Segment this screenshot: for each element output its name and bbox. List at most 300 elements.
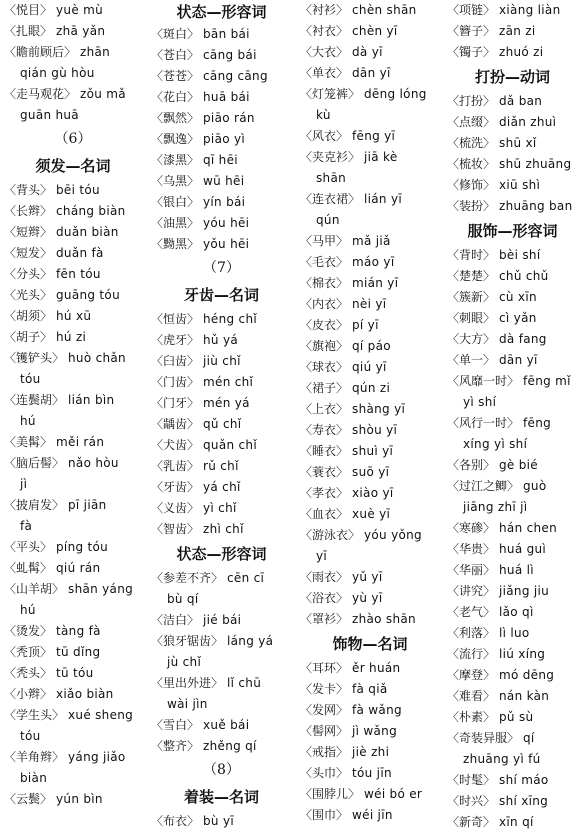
entry-pinyin: zhuāng yì fú xyxy=(463,752,541,766)
entry-pinyin: yáng jiǎo xyxy=(68,750,126,764)
entry-pinyin: hán chen xyxy=(499,521,557,535)
entry-term: 〈装扮〉 xyxy=(447,199,496,213)
entry-term: 〈耳环〉 xyxy=(300,661,349,675)
word-entry xyxy=(447,644,578,665)
word-entry xyxy=(4,306,142,327)
entry-pinyin: yóu hēi xyxy=(203,216,250,230)
entry-pinyin: xiǎo biàn xyxy=(56,687,114,701)
entry-pinyin: guān huā xyxy=(20,108,79,122)
word-entry xyxy=(4,642,142,663)
entry-term: 〈风行一时〉 xyxy=(447,416,520,430)
entry-term: 〈披肩发〉 xyxy=(4,498,65,512)
entry-pinyin: qí páo xyxy=(352,339,391,353)
entry-pinyin: yǒu hēi xyxy=(203,237,250,251)
entry-pinyin: jì xyxy=(20,477,28,491)
word-entry xyxy=(447,413,578,434)
word-entry xyxy=(4,180,142,201)
word-entry xyxy=(300,126,440,147)
entry-pinyin: gè bié xyxy=(499,458,538,472)
entry-pinyin: yī xyxy=(316,549,328,563)
section-number: （8） xyxy=(203,762,240,778)
word-entry xyxy=(447,791,578,812)
pinyin-continuation xyxy=(4,726,142,747)
entry-pinyin: lì luo xyxy=(499,626,530,640)
word-entry xyxy=(4,390,142,411)
word-entry xyxy=(447,21,578,42)
entry-term: 〈时兴〉 xyxy=(447,794,496,808)
entry-pinyin: xiàng liàn xyxy=(499,3,561,17)
entry-term: 〈过江之鲫〉 xyxy=(447,479,520,493)
word-entry xyxy=(4,495,142,516)
entry-term: 〈苍苍〉 xyxy=(151,69,200,83)
word-entry xyxy=(300,588,440,609)
entry-term: 〈飘逸〉 xyxy=(151,132,200,146)
word-entry xyxy=(447,350,578,371)
entry-term: 〈睡衣〉 xyxy=(300,444,349,458)
entry-pinyin: pǔ sù xyxy=(499,710,534,724)
section-heading: 着装—名词 xyxy=(183,788,259,806)
word-entry xyxy=(151,213,292,234)
entry-pinyin: pí yī xyxy=(352,318,379,332)
entry-pinyin: cāng bái xyxy=(203,48,257,62)
entry-pinyin: huā bái xyxy=(203,90,250,104)
entry-term: 〈银白〉 xyxy=(151,195,200,209)
entry-pinyin: qiú rán xyxy=(56,561,101,575)
entry-pinyin: huá lì xyxy=(499,563,534,577)
entry-term: 〈各别〉 xyxy=(447,458,496,472)
entry-pinyin: jù chǐ xyxy=(167,655,202,669)
entry-pinyin: wéi bó er xyxy=(364,787,423,801)
entry-term: 〈小辫〉 xyxy=(4,687,53,701)
word-entry xyxy=(151,477,292,498)
word-entry xyxy=(447,665,578,686)
entry-term: 〈门齿〉 xyxy=(151,375,200,389)
entry-term: 〈瞻前顾后〉 xyxy=(4,45,77,59)
word-entry xyxy=(300,805,440,826)
word-entry xyxy=(447,539,578,560)
entry-pinyin: héng chǐ xyxy=(203,312,257,326)
entry-term: 〈漆黑〉 xyxy=(151,153,200,167)
word-entry xyxy=(4,264,142,285)
entry-term: 〈悦目〉 xyxy=(4,3,53,17)
entry-term: 〈衬衣〉 xyxy=(300,24,349,38)
pinyin-continuation xyxy=(300,105,440,126)
entry-pinyin: qún zi xyxy=(352,381,391,395)
word-entry xyxy=(300,609,440,630)
entry-term: 〈走马观花〉 xyxy=(4,87,77,101)
entry-term: 〈灯笼裤〉 xyxy=(300,87,361,101)
entry-pinyin: qǔ chǐ xyxy=(203,417,242,431)
pinyin-continuation xyxy=(300,210,440,231)
entry-term: 〈皮衣〉 xyxy=(300,318,349,332)
word-entry xyxy=(4,348,142,369)
entry-term: 〈镯子〉 xyxy=(447,45,496,59)
word-entry xyxy=(447,112,578,133)
entry-pinyin: dān yī xyxy=(352,66,391,80)
word-entry xyxy=(447,686,578,707)
entry-pinyin: ěr huán xyxy=(352,661,401,675)
entry-pinyin: dān yī xyxy=(499,353,538,367)
word-entry xyxy=(151,24,292,45)
word-entry xyxy=(4,432,142,453)
entry-pinyin: jiāng zhī jì xyxy=(463,500,528,514)
entry-term: 〈美髯〉 xyxy=(4,435,53,449)
entry-pinyin: wài jìn xyxy=(167,697,208,711)
entry-pinyin: bēi tóu xyxy=(56,183,100,197)
section-heading: 状态—形容词 xyxy=(176,3,267,21)
entry-term: 〈大衣〉 xyxy=(300,45,349,59)
word-entry xyxy=(4,201,142,222)
entry-term: 〈戒指〉 xyxy=(300,745,349,759)
entry-pinyin: shān xyxy=(316,171,347,185)
entry-pinyin: píng tóu xyxy=(56,540,109,554)
entry-term: 〈里出外进〉 xyxy=(151,676,224,690)
word-entry xyxy=(4,705,142,726)
word-entry xyxy=(151,519,292,540)
word-entry xyxy=(151,171,292,192)
word-entry xyxy=(151,673,292,694)
pinyin-continuation xyxy=(447,392,578,413)
entry-term: 〈布衣〉 xyxy=(151,814,200,828)
pinyin-continuation xyxy=(4,105,142,126)
entry-pinyin: zhān xyxy=(80,45,111,59)
word-entry xyxy=(4,21,142,42)
entry-term: 〈寒碜〉 xyxy=(447,521,496,535)
entry-pinyin: zhěng qí xyxy=(203,739,257,753)
entry-pinyin: shū xǐ xyxy=(499,136,537,150)
entry-term: 〈学生头〉 xyxy=(4,708,65,722)
entry-term: 〈老气〉 xyxy=(447,605,496,619)
entry-term: 〈发卡〉 xyxy=(300,682,349,696)
entry-term: 〈大方〉 xyxy=(447,332,496,346)
entry-pinyin: wéi jīn xyxy=(352,808,393,822)
entry-term: 〈风衣〉 xyxy=(300,129,349,143)
entry-term: 〈花白〉 xyxy=(151,90,200,104)
entry-term: 〈头巾〉 xyxy=(300,766,349,780)
entry-pinyin: xuè yī xyxy=(352,507,391,521)
entry-term: 〈风靡一时〉 xyxy=(447,374,520,388)
entry-term: 〈扎眼〉 xyxy=(4,24,53,38)
entry-term: 〈球衣〉 xyxy=(300,360,349,374)
word-entry xyxy=(447,0,578,21)
section-heading: 服饰—形容词 xyxy=(467,222,558,240)
word-entry xyxy=(447,602,578,623)
word-entry xyxy=(447,560,578,581)
word-entry xyxy=(151,568,292,589)
word-entry xyxy=(151,45,292,66)
entry-pinyin: jiù chǐ xyxy=(203,354,241,368)
word-entry xyxy=(300,273,440,294)
entry-pinyin: xué sheng xyxy=(68,708,134,722)
pinyin-continuation xyxy=(4,768,142,789)
entry-term: 〈梳洗〉 xyxy=(447,136,496,150)
entry-pinyin: tū dǐng xyxy=(56,645,101,659)
word-entry xyxy=(4,453,142,474)
word-entry xyxy=(300,21,440,42)
pinyin-continuation xyxy=(4,600,142,621)
entry-pinyin: mén chǐ xyxy=(203,375,254,389)
word-entry xyxy=(4,684,142,705)
entry-pinyin: shòu yī xyxy=(352,423,398,437)
entry-term: 〈长辫〉 xyxy=(4,204,53,218)
word-entry xyxy=(4,84,142,105)
entry-pinyin: wū hēi xyxy=(203,174,245,188)
entry-term: 〈云鬓〉 xyxy=(4,792,53,806)
entry-pinyin: yóu yǒng xyxy=(364,528,422,542)
entry-term: 〈平头〉 xyxy=(4,540,53,554)
word-entry xyxy=(447,581,578,602)
entry-pinyin: cēn cī xyxy=(227,571,265,585)
word-entry xyxy=(300,63,440,84)
entry-pinyin: qiú yī xyxy=(352,360,387,374)
word-entry xyxy=(151,372,292,393)
word-entry xyxy=(151,414,292,435)
entry-term: 〈乳齿〉 xyxy=(151,459,200,473)
word-entry xyxy=(447,770,578,791)
entry-pinyin: bèi shí xyxy=(499,248,541,262)
entry-pinyin: yù yī xyxy=(352,591,383,605)
entry-pinyin: rǔ chǐ xyxy=(203,459,239,473)
entry-term: 〈胡须〉 xyxy=(4,309,53,323)
word-entry xyxy=(151,631,292,652)
entry-pinyin: shí máo xyxy=(499,773,549,787)
word-entry xyxy=(4,222,142,243)
entry-term: 〈髻网〉 xyxy=(300,724,349,738)
word-entry xyxy=(300,420,440,441)
word-entry xyxy=(300,315,440,336)
word-entry xyxy=(151,234,292,255)
word-entry xyxy=(447,623,578,644)
entry-term: 〈牙齿〉 xyxy=(151,480,200,494)
word-entry xyxy=(447,812,578,833)
word-entry xyxy=(300,147,440,168)
entry-pinyin: fà qiǎ xyxy=(352,682,388,696)
word-entry xyxy=(4,537,142,558)
entry-pinyin: máo yī xyxy=(352,255,395,269)
entry-term: 〈单衣〉 xyxy=(300,66,349,80)
entry-pinyin: xīn qí xyxy=(499,815,534,829)
entry-term: 〈簪子〉 xyxy=(447,24,496,38)
entry-pinyin: tàng fà xyxy=(56,624,101,638)
entry-term: 〈胡子〉 xyxy=(4,330,53,344)
column-2 xyxy=(151,0,292,832)
entry-term: 〈狼牙锯齿〉 xyxy=(151,634,224,648)
entry-pinyin: bù qí xyxy=(167,592,199,606)
entry-term: 〈洁白〉 xyxy=(151,613,200,627)
entry-pinyin: dà yī xyxy=(352,45,383,59)
word-entry xyxy=(300,658,440,679)
entry-pinyin: zhuó zi xyxy=(499,45,544,59)
section-number: （6） xyxy=(54,131,92,147)
entry-pinyin: dǎ ban xyxy=(499,94,543,108)
entry-pinyin: cù xīn xyxy=(499,290,537,304)
entry-pinyin: hú xū xyxy=(56,309,92,323)
word-entry xyxy=(300,679,440,700)
pinyin-continuation xyxy=(447,434,578,455)
entry-pinyin: duǎn fà xyxy=(56,246,104,260)
entry-term: 〈门牙〉 xyxy=(151,396,200,410)
entry-term: 〈飘然〉 xyxy=(151,111,200,125)
word-entry xyxy=(300,42,440,63)
entry-pinyin: chèn shān xyxy=(352,3,417,17)
word-entry xyxy=(447,287,578,308)
entry-pinyin: zhì chǐ xyxy=(203,522,244,536)
entry-term: 〈摩登〉 xyxy=(447,668,496,682)
word-entry xyxy=(447,42,578,63)
entry-term: 〈棉衣〉 xyxy=(300,276,349,290)
word-entry xyxy=(300,700,440,721)
word-entry xyxy=(151,610,292,631)
word-entry xyxy=(300,252,440,273)
entry-pinyin: biàn xyxy=(20,771,48,785)
word-entry xyxy=(151,736,292,757)
entry-term: 〈黝黑〉 xyxy=(151,237,200,251)
word-entry xyxy=(300,0,440,21)
entry-term: 〈义齿〉 xyxy=(151,501,200,515)
word-entry xyxy=(447,707,578,728)
entry-term: 〈奇装异服〉 xyxy=(447,731,520,745)
word-entry xyxy=(300,336,440,357)
pinyin-continuation xyxy=(151,652,292,673)
entry-pinyin: suō yī xyxy=(352,465,390,479)
word-entry xyxy=(151,330,292,351)
entry-term: 〈参差不齐〉 xyxy=(151,571,224,585)
entry-pinyin: xuě bái xyxy=(203,718,250,732)
entry-pinyin: mǎ jiǎ xyxy=(352,234,391,248)
word-entry xyxy=(300,763,440,784)
entry-term: 〈利落〉 xyxy=(447,626,496,640)
entry-pinyin: guò xyxy=(523,479,547,493)
entry-term: 〈犬齿〉 xyxy=(151,438,200,452)
entry-term: 〈衬衫〉 xyxy=(300,3,349,17)
word-entry xyxy=(4,789,142,810)
entry-pinyin: hǔ yá xyxy=(203,333,238,347)
entry-term: 〈梳妆〉 xyxy=(447,157,496,171)
word-entry xyxy=(4,663,142,684)
entry-term: 〈智齿〉 xyxy=(151,522,200,536)
pinyin-continuation xyxy=(447,497,578,518)
section-heading: 饰物—名词 xyxy=(332,635,408,653)
word-entry xyxy=(447,455,578,476)
word-entry xyxy=(4,621,142,642)
entry-pinyin: zǒu mǎ xyxy=(80,87,126,101)
entry-term: 〈围巾〉 xyxy=(300,808,349,822)
entry-pinyin: huò chǎn xyxy=(68,351,126,365)
word-entry xyxy=(300,742,440,763)
entry-pinyin: shū zhuāng xyxy=(499,157,572,171)
section-heading: 须发—名词 xyxy=(35,157,111,175)
word-entry xyxy=(447,329,578,350)
entry-pinyin: chǔ chǔ xyxy=(499,269,549,283)
entry-pinyin: mó dēng xyxy=(499,668,555,682)
entry-term: 〈雨衣〉 xyxy=(300,570,349,584)
word-entry xyxy=(151,309,292,330)
column-4 xyxy=(447,0,578,833)
entry-pinyin: shān yáng xyxy=(68,582,134,596)
entry-pinyin: zhuāng ban xyxy=(499,199,573,213)
word-entry xyxy=(151,150,292,171)
word-entry xyxy=(151,87,292,108)
entry-term: 〈秃顶〉 xyxy=(4,645,53,659)
word-entry xyxy=(447,476,578,497)
word-entry xyxy=(151,351,292,372)
word-entry xyxy=(300,504,440,525)
word-entry xyxy=(447,196,578,217)
entry-pinyin: nán kàn xyxy=(499,689,550,703)
entry-pinyin: dà fang xyxy=(499,332,547,346)
entry-term: 〈血衣〉 xyxy=(300,507,349,521)
entry-pinyin: fēng mǐ xyxy=(523,374,571,388)
entry-term: 〈单一〉 xyxy=(447,353,496,367)
entry-pinyin: láng yá xyxy=(227,634,274,648)
entry-term: 〈浴衣〉 xyxy=(300,591,349,605)
entry-pinyin: huá guì xyxy=(499,542,547,556)
entry-term: 〈修饰〉 xyxy=(447,178,496,192)
entry-pinyin: jiè zhi xyxy=(352,745,390,759)
entry-pinyin: quǎn chǐ xyxy=(203,438,257,452)
entry-term: 〈孝衣〉 xyxy=(300,486,349,500)
entry-term: 〈游泳衣〉 xyxy=(300,528,361,542)
entry-term: 〈短发〉 xyxy=(4,246,53,260)
word-entry xyxy=(151,811,292,832)
word-entry xyxy=(300,721,440,742)
word-entry xyxy=(300,189,440,210)
entry-pinyin: fēng xyxy=(523,416,552,430)
entry-term: 〈发网〉 xyxy=(300,703,349,717)
entry-term: 〈雪白〉 xyxy=(151,718,200,732)
word-entry xyxy=(151,435,292,456)
entry-pinyin: guāng tóu xyxy=(56,288,120,302)
word-entry xyxy=(300,378,440,399)
word-entry xyxy=(300,294,440,315)
pinyin-continuation xyxy=(4,63,142,84)
entry-term: 〈上衣〉 xyxy=(300,402,349,416)
section-heading: 牙齿—名词 xyxy=(183,286,259,304)
entry-pinyin: piāo rán xyxy=(203,111,255,125)
entry-pinyin: cāng cāng xyxy=(203,69,268,83)
entry-term: 〈烫发〉 xyxy=(4,624,53,638)
entry-pinyin: hú xyxy=(20,603,36,617)
entry-pinyin: yuè mù xyxy=(56,3,104,17)
entry-term: 〈项链〉 xyxy=(447,3,496,17)
entry-term: 〈整齐〉 xyxy=(151,739,200,753)
entry-pinyin: tóu jīn xyxy=(352,766,392,780)
entry-pinyin: bān bái xyxy=(203,27,250,41)
entry-term: 〈虬髯〉 xyxy=(4,561,53,575)
pinyin-continuation xyxy=(4,369,142,390)
entry-term: 〈裙子〉 xyxy=(300,381,349,395)
entry-pinyin: yì shí xyxy=(463,395,497,409)
pinyin-continuation xyxy=(4,516,142,537)
entry-pinyin: zhào shān xyxy=(352,612,416,626)
entry-pinyin: tóu xyxy=(20,729,41,743)
word-entry xyxy=(151,129,292,150)
entry-pinyin: xiào yī xyxy=(352,486,394,500)
word-entry xyxy=(300,784,440,805)
entry-term: 〈羊角辫〉 xyxy=(4,750,65,764)
entry-term: 〈马甲〉 xyxy=(300,234,349,248)
entry-pinyin: lián bìn xyxy=(68,393,115,407)
entry-pinyin: tóu xyxy=(20,372,41,386)
word-entry xyxy=(300,84,440,105)
word-entry xyxy=(447,728,578,749)
entry-term: 〈秃头〉 xyxy=(4,666,53,680)
entry-term: 〈恒齿〉 xyxy=(151,312,200,326)
entry-pinyin: mián yī xyxy=(352,276,399,290)
entry-pinyin: nèi yī xyxy=(352,297,387,311)
entry-term: 〈分头〉 xyxy=(4,267,53,281)
entry-pinyin: zhā yǎn xyxy=(56,24,106,38)
